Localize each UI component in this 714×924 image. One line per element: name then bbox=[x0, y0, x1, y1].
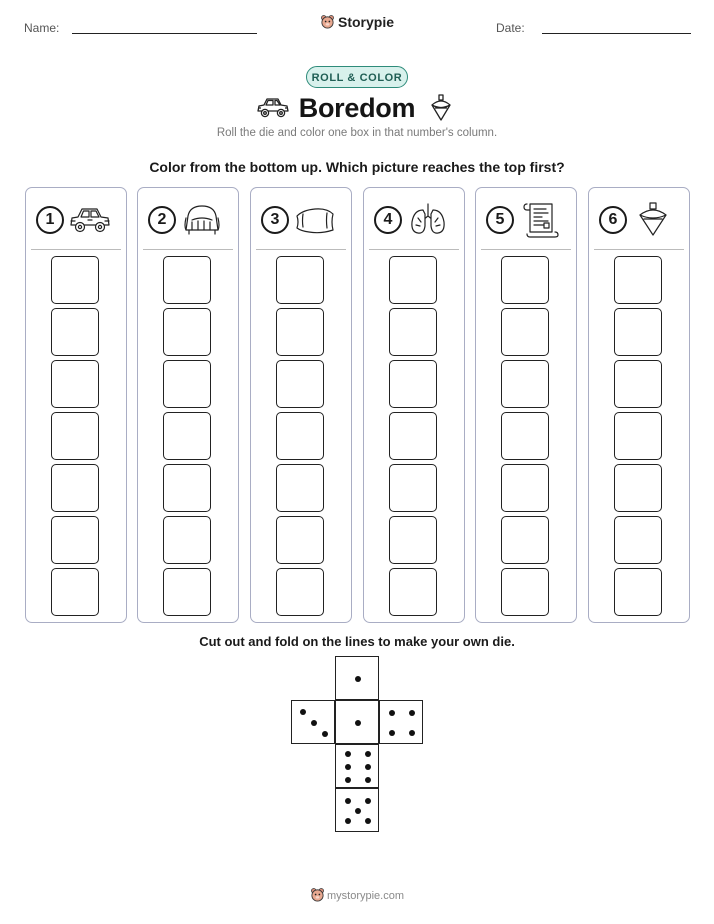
die-face-5 bbox=[335, 788, 379, 832]
die-pip bbox=[409, 710, 415, 716]
die-pip bbox=[365, 777, 371, 783]
column-divider bbox=[143, 249, 233, 250]
color-box[interactable] bbox=[614, 568, 662, 616]
activity-badge: ROLL & COLOR bbox=[306, 66, 408, 88]
die-pip bbox=[355, 808, 361, 814]
die-pip bbox=[345, 798, 351, 804]
car-icon bbox=[68, 200, 112, 238]
name-label: Name: bbox=[24, 21, 60, 35]
column-2 bbox=[137, 187, 239, 623]
die-pip bbox=[389, 730, 395, 736]
column-number: 6 bbox=[599, 206, 627, 234]
color-box[interactable] bbox=[501, 412, 549, 460]
pillow-icon bbox=[293, 200, 337, 238]
die-face-4 bbox=[379, 700, 423, 744]
die-pip bbox=[409, 730, 415, 736]
storypie-bear-icon bbox=[310, 887, 325, 905]
column-6 bbox=[588, 187, 690, 623]
color-box[interactable] bbox=[276, 568, 324, 616]
color-box[interactable] bbox=[276, 308, 324, 356]
column-number: 2 bbox=[148, 206, 176, 234]
date-label: Date: bbox=[496, 21, 525, 35]
footer-url: mystorypie.com bbox=[326, 889, 405, 902]
die-face-1 bbox=[335, 656, 379, 700]
color-box[interactable] bbox=[276, 516, 324, 564]
column-number: 3 bbox=[261, 206, 289, 234]
color-box[interactable] bbox=[501, 464, 549, 512]
color-box[interactable] bbox=[389, 360, 437, 408]
color-box[interactable] bbox=[389, 516, 437, 564]
die-face-6 bbox=[335, 744, 379, 788]
color-box[interactable] bbox=[501, 308, 549, 356]
color-box[interactable] bbox=[501, 360, 549, 408]
die-pip bbox=[311, 720, 317, 726]
instruction: Color from the bottom up. Which picture reaches the top first? bbox=[149, 159, 565, 175]
color-box[interactable] bbox=[276, 360, 324, 408]
color-box[interactable] bbox=[276, 256, 324, 304]
column-divider bbox=[594, 249, 684, 250]
scroll-icon bbox=[518, 200, 562, 238]
color-box[interactable] bbox=[614, 360, 662, 408]
color-box[interactable] bbox=[163, 568, 211, 616]
color-box[interactable] bbox=[389, 568, 437, 616]
color-box[interactable] bbox=[51, 412, 99, 460]
die-pip bbox=[355, 676, 361, 682]
color-box[interactable] bbox=[501, 516, 549, 564]
column-divider bbox=[481, 249, 571, 250]
color-box[interactable] bbox=[501, 568, 549, 616]
storypie-bear-icon bbox=[320, 14, 335, 32]
column-divider bbox=[369, 249, 459, 250]
spinning-top-icon bbox=[631, 200, 675, 238]
die-pip bbox=[355, 720, 361, 726]
covered-armchair-icon bbox=[180, 200, 224, 238]
die-pip bbox=[345, 751, 351, 757]
color-box[interactable] bbox=[389, 412, 437, 460]
footer bbox=[0, 887, 714, 905]
color-box[interactable] bbox=[51, 568, 99, 616]
column-divider bbox=[31, 249, 121, 250]
color-box[interactable] bbox=[51, 308, 99, 356]
column-1 bbox=[25, 187, 127, 623]
column-4 bbox=[363, 187, 465, 623]
color-box[interactable] bbox=[163, 308, 211, 356]
color-box[interactable] bbox=[389, 256, 437, 304]
color-box[interactable] bbox=[614, 464, 662, 512]
die-pip bbox=[365, 818, 371, 824]
die-pip bbox=[322, 731, 328, 737]
column-number: 1 bbox=[36, 206, 64, 234]
color-box[interactable] bbox=[51, 256, 99, 304]
subtitle: Roll the die and color one box in that number's column. bbox=[216, 127, 498, 139]
column-number: 5 bbox=[486, 206, 514, 234]
color-box[interactable] bbox=[614, 412, 662, 460]
die-pip bbox=[365, 751, 371, 757]
color-box[interactable] bbox=[163, 412, 211, 460]
die-pip bbox=[365, 764, 371, 770]
die-pip bbox=[300, 709, 306, 715]
die-pip bbox=[345, 777, 351, 783]
color-box[interactable] bbox=[389, 464, 437, 512]
color-box[interactable] bbox=[501, 256, 549, 304]
die-pip bbox=[345, 818, 351, 824]
page-title: Boredom bbox=[298, 93, 416, 123]
die-instruction: Cut out and fold on the lines to make your own die. bbox=[199, 634, 515, 649]
die-pip bbox=[389, 710, 395, 716]
column-3 bbox=[250, 187, 352, 623]
color-box[interactable] bbox=[51, 464, 99, 512]
date-line[interactable] bbox=[542, 33, 691, 34]
color-box[interactable] bbox=[163, 516, 211, 564]
color-box[interactable] bbox=[614, 308, 662, 356]
column-5 bbox=[475, 187, 577, 623]
color-box[interactable] bbox=[614, 256, 662, 304]
color-box[interactable] bbox=[51, 516, 99, 564]
lungs-icon bbox=[406, 200, 450, 238]
column-divider bbox=[256, 249, 346, 250]
color-box[interactable] bbox=[51, 360, 99, 408]
brand-logo bbox=[0, 14, 714, 32]
brand-name: Storypie bbox=[337, 14, 394, 30]
color-box[interactable] bbox=[276, 464, 324, 512]
die-face-3 bbox=[291, 700, 335, 744]
color-box[interactable] bbox=[163, 360, 211, 408]
color-box[interactable] bbox=[163, 464, 211, 512]
spinning-top-icon bbox=[428, 93, 454, 123]
die-face-1 bbox=[335, 700, 379, 744]
die-pip bbox=[365, 798, 371, 804]
name-line[interactable] bbox=[72, 33, 257, 34]
color-box[interactable] bbox=[276, 412, 324, 460]
column-number: 4 bbox=[374, 206, 402, 234]
color-box[interactable] bbox=[389, 308, 437, 356]
color-box[interactable] bbox=[163, 256, 211, 304]
color-box[interactable] bbox=[614, 516, 662, 564]
die-pip bbox=[345, 764, 351, 770]
